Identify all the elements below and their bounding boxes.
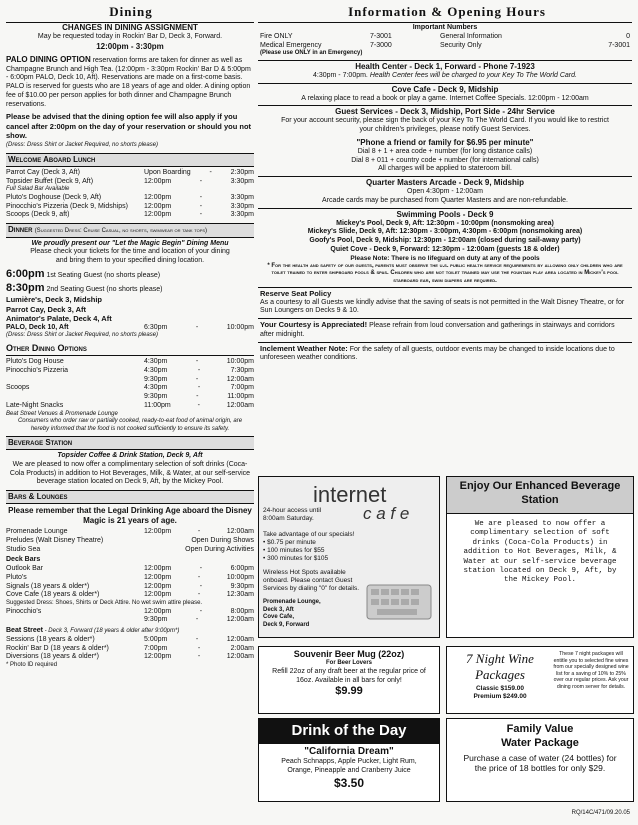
numbers-section	[258, 23, 632, 61]
wine-box	[446, 646, 634, 714]
internet-logo: internet	[313, 482, 387, 507]
beat-street: Beat Street - Deck 3, Forward (18 years & older after 9:00pm*)	[6, 627, 180, 634]
seat-title: Reserve Seat Policy	[260, 289, 332, 299]
dinner-check: Please check your tickets for the time and location of your dining and bring them to your specified dining location.	[30, 248, 230, 265]
schedule-row: Sessions (18 years & older*) 5:00pm - 12:00am	[6, 635, 254, 643]
changes-text: May be requested today in Rockin' Bar D, Deck 3, Forward.	[37, 33, 223, 40]
phone-title: "Phone a friend or family for $6.95 per minute"	[356, 137, 534, 147]
advised-text: Please be advised that the dining option fee will also apply if you cancel after 2:00pm on the day of your reservation or should you not show.	[6, 112, 252, 140]
schedule-row: Pluto's 12:00pm - 10:00pm	[6, 573, 254, 581]
deck-dress: Suggested Dress: Shoes, Shirts or Deck Attire. No wet swim attire please.	[6, 600, 203, 606]
guest-title: Guest Services - Deck 3, Midship, Port Side - 24hr Service	[335, 107, 555, 117]
deck-bars-list	[6, 565, 254, 600]
enhanced-text: We are pleased to now offer a complimentary selection of soft drinks (Coca-Cola Products) in addition to Hot Beverages, Milk, & Water at our self-service beverage station located on Deck 9, Aft, by the Mickey Pool.	[463, 520, 617, 585]
left-column	[6, 22, 254, 670]
qm-time: Open 4:30pm - 12:00am	[407, 188, 483, 195]
internet-wireless: Wireless Hot Spots available onboard. Please contact Guest Services by dialing "0" for details.	[263, 569, 360, 593]
lifeguard-note: Please Note: There is no lifeguard on duty at any of the pools	[350, 254, 540, 262]
seating-2: 8:30pm 2nd Seating Guest (no shorts please)	[6, 281, 163, 294]
health-text: 4:30pm - 7:00pm. Health Center fees will be charged to your Key To The World Card.	[313, 71, 577, 79]
mug-text: Refill 22oz of any draft beer at the regular price of 16oz. Available in all bars for only!	[272, 667, 426, 684]
right-column	[258, 22, 632, 365]
pool-item: Mickey's Slide, Deck 9, Aft: 12:30pm - 3:00pm, 4:30pm - 6:00pm (nonsmoking area)	[307, 228, 583, 236]
water-box	[446, 718, 634, 802]
bars-list	[6, 528, 254, 554]
qm-text: Arcade cards may be purchased from Quarter Masters and are non-refundable.	[322, 196, 568, 204]
changes-time: 12:00pm - 3:30pm	[96, 41, 164, 51]
palo-option: PALO DINING OPTION reservation forms are taken for dinner as well as Champagne Brunch and High Tea. (12:00pm - 3:30pm Rockin' Bar D & 5:00pm - 6:00pm PALO, Deck 10, Aft). Reservations are made on a first-come basis. PALO is reserved for guests who are 18 years of age and older. A dining option fee of $10.00 per person applies for both dinner and Champagne Brunch reservations.	[6, 54, 251, 108]
water-text: Purchase a case of water (24 bottles) for the price of 18 bottles for only $29.	[463, 752, 617, 774]
pool-item: Goofy's Pool, Deck 9, Midship: 12:30pm - 12:00am (closed during sail-away party)	[309, 237, 581, 244]
guest-section	[258, 106, 632, 177]
schedule-row: Pluto's Dog House 4:30pm - 10:00pm	[6, 358, 254, 365]
drink-title: Drink of the Day	[259, 719, 439, 744]
safety-note: * For the health and safety of our guests, parents must observe the u.s. public health service requirements by allowing only children who are toilet trained to enter shipboard pools & spas. Children who are not toilet trained may use the fountain play area located in Mickey's pool starboard ear, swim diapers are required.	[267, 262, 623, 284]
pools-title: Swimming Pools - Deck 9	[396, 209, 494, 219]
cove-text: A relaxing place to read a book or play a game. Internet Coffee Specials. 12:00pm - 12:00am	[301, 94, 589, 102]
mug-price: $9.99	[335, 685, 363, 698]
wine-title: 7 Night Wine Packages	[466, 651, 534, 683]
cove-section	[258, 84, 632, 107]
schedule-row: 9:30pm - 11:00pm	[144, 393, 254, 400]
qm-section	[258, 177, 632, 209]
cafe-logo: c a f e	[363, 504, 410, 523]
dining-title: Dining	[109, 4, 153, 19]
numbers-list	[260, 33, 630, 51]
number-row: Fire ONLY 7-3001 General Information 0	[260, 32, 630, 40]
pools-list	[260, 220, 630, 255]
palo-dress: (Dress: Dress Shirt or Jacket Required, no shorts please)	[6, 332, 159, 339]
courtesy-text: Your Courtesy is Appreciated! Please refrain from loud conversation and gatherings in stairways and corridors after midnight.	[260, 320, 615, 338]
health-section	[258, 61, 632, 84]
schedule-row: Diversions (18 years & older*) 12:00pm - 12:00am	[6, 653, 254, 661]
guest-text: For your account security, please sign the back of your Key To The World Card. If you would like to restrict your children's privileges, please notify Guest Services.	[281, 117, 609, 133]
weather-text: Inclement Weather Note: For the safety of all guests, outdoor events may be changed to inside locations due to unforeseen weather conditions.	[260, 343, 615, 362]
health-title: Health Center - Deck 1, Forward - Phone 7-1923	[355, 61, 535, 71]
dinner-present: We proudly present our "Let the Magic Begin" Dining Menu	[31, 239, 229, 247]
water-title-2: Water Package	[501, 736, 579, 749]
wine-text: These 7 night packages will entitle you to selected fine wines from our specially designed wine list for a saving of 10% to 25% over our regular prices. Ask your dining room server for details.	[553, 651, 629, 690]
mug-title: Souvenir Beer Mug (22oz)	[293, 649, 405, 659]
emergency-note: (Please use ONLY in an Emergency)	[260, 50, 363, 57]
schedule-row: Parrot Cay (Deck 3, Aft) Upon Boarding - 2:30pm	[6, 168, 254, 176]
enhanced-title: Enjoy Our Enhanced Beverage Station	[447, 477, 633, 514]
schedule-row: Cove Cafe (18 years & older*) 12:00pm - 12:30am	[6, 591, 254, 599]
internet-locations: Promenade Lounge, Deck 3, Aft Cove Cafe, Deck 9, Forward	[263, 599, 321, 628]
other-dining-header: Other Dining Options	[6, 343, 254, 356]
drink-box	[258, 718, 440, 802]
internet-cafe-box	[258, 476, 440, 638]
changes-title: CHANGES IN DINING ASSIGNMENT	[62, 23, 198, 32]
cove-title: Cove Cafe - Deck 9, Midship	[391, 84, 499, 94]
rest-animators: Animator's Palate, Deck 4, Aft	[6, 314, 112, 324]
phone-1: Dial 8 + 1 + area code + number (for long distance calls)	[357, 147, 533, 155]
bars-header: Bars & Lounges	[6, 490, 254, 504]
schedule-row: Outlook Bar 12:00pm - 6:00pm	[6, 565, 254, 572]
seating-1: 6:00pm 1st Seating Guest (no shorts please)	[6, 267, 161, 280]
footer-code: RQ/14C/471/09.20.05	[571, 810, 630, 816]
drink-name: "California Dream"	[304, 745, 394, 757]
water-title-1: Family Value	[506, 723, 574, 735]
schedule-row: Pluto's Doghouse (Deck 9, Aft) 12:00pm - 3:30pm	[6, 193, 254, 201]
numbers-title: Important Numbers	[412, 24, 478, 31]
schedule-row: Signals (18 years & older*) 12:00pm - 9:30pm	[6, 582, 254, 590]
schedule-row: Preludes (Walt Disney Theatre) Open During Shows	[6, 536, 254, 544]
enhanced-beverage-box	[446, 476, 634, 638]
phone-2: Dial 8 + 011 + country code + number (for international calls)	[351, 156, 539, 164]
schedule-row: Full Salad Bar Available	[6, 186, 70, 193]
internet-access: 24-hour access until 8:00am Saturday.	[263, 507, 322, 523]
beer-mug-box	[258, 646, 440, 714]
other-dining-list	[6, 358, 254, 411]
schedule-row: Pinocchio's Pizzeria 4:30pm - 7:30pm	[6, 366, 254, 374]
beverage-header: Beverage Station	[6, 436, 254, 450]
seat-section	[258, 288, 632, 319]
schedule-row: 9:30pm - 12:00am	[144, 616, 254, 624]
pools-section	[258, 209, 632, 289]
schedule-row: Pinocchio's Pizzeria (Deck 9, Midships) 12:00pm - 3:30pm	[6, 202, 254, 210]
schedule-row: Promenade Lounge 12:00pm - 12:00am	[6, 528, 254, 535]
schedule-row: Topsider Buffet (Deck 9, Aft) 12:00pm - 3:30pm	[6, 177, 254, 185]
pinocchio-bar-list	[6, 608, 254, 626]
schedule-row: Scoops (Deck 9, aft) 12:00pm - 3:30pm	[6, 211, 254, 219]
keyboard-icon	[365, 575, 435, 627]
dinner-header: Dinner (Suggested Dress: Cruise Casual, no shorts, swimwear or tank tops)	[6, 223, 254, 238]
beat-street-list	[6, 636, 254, 662]
drink-text: Peach Schnapps, Apple Pucker, Light Rum, Orange, Pineapple and Cranberry Juice	[281, 758, 417, 774]
courtesy-section	[258, 319, 632, 343]
drink-price: $3.50	[333, 775, 365, 790]
phone-3: All charges will be applied to stateroom bill.	[378, 165, 512, 173]
mug-sub: For Beer Lovers	[325, 660, 373, 667]
palo-row: PALO, Deck 10, Aft 6:30pm - 10:00pm	[6, 323, 254, 331]
venues-note: Beat Street Venues & Promenade Lounge	[6, 410, 118, 417]
age-note: Please remember that the Legal Drinking Age aboard the Disney Magic is 21 years of age.	[8, 506, 252, 525]
beverage-text: We are pleased to now offer a complimentary selection of soft drinks (Coca-Cola Products) in addition to Hot Beverages, Milk, & Water, at our self-service beverage station located on Deck 9, Aft, by the Mickey Pool.	[9, 460, 251, 486]
schedule-row: 9:30pm - 12:00am	[144, 375, 254, 383]
qm-title: Quarter Masters Arcade - Deck 9, Midship	[366, 178, 524, 187]
photo-id-note: * Photo ID required	[6, 662, 58, 668]
internet-specials: Take advantage of our specials! • $0.75 per minute • 100 minutes for $55 • 300 minutes for $105	[263, 531, 355, 563]
schedule-row: Late-Night Snacks 11:00pm - 12:00am	[6, 401, 254, 409]
info-title: Information & Opening Hours	[348, 4, 546, 19]
schedule-row: Scoops 4:30pm - 7:00pm	[6, 384, 254, 392]
pool-item: Mickey's Pool, Deck 9, Aft: 12:30pm - 10:00pm (nonsmoking area)	[336, 219, 554, 227]
number-row: Medical Emergency 7-3000 Security Only 7-3001	[260, 41, 630, 49]
seat-text: As a courtesy to all Guests we kindly advise that the saving of seats is not permitted in the Walt Disney Theatre, or for Sun Loungers on Decks 9 & 10.	[260, 298, 625, 315]
rest-lumieres: Lumière's, Deck 3, Midship	[6, 295, 102, 305]
pool-item: Quiet Cove - Deck 9, Forward: 12:30pm - 12:00am (guests 18 & older)	[330, 245, 560, 253]
lunch-list	[6, 169, 254, 220]
lunch-header: Welcome Aboard Lunch	[6, 153, 254, 167]
rest-parrot-cay: Parrot Cay, Deck 3, Aft	[6, 304, 87, 314]
wine-prices: Classic $159.00 Premium $249.00	[473, 685, 527, 701]
schedule-row: Pinocchio's 12:00pm - 8:00pm	[6, 607, 254, 615]
dining-dress: (Dress: Dress Shirt or Jacket Required, no shorts please)	[6, 142, 159, 149]
deck-bars-title: Deck Bars	[6, 556, 41, 564]
schedule-row: Studio Sea Open During Activities	[6, 545, 254, 553]
beverage-sub: Topsider Coffee & Drink Station, Deck 9, Aft	[57, 452, 203, 459]
schedule-row: Rockin' Bar D (18 years & older*) 7:00pm - 2:00am	[6, 644, 254, 652]
raw-food-note: Consumers who order raw or partially cooked, ready-to-eat food of animal origin, are hereby informed that the food is not cooked sufficiently to ensure its safety.	[17, 418, 243, 432]
weather-section	[258, 343, 632, 366]
